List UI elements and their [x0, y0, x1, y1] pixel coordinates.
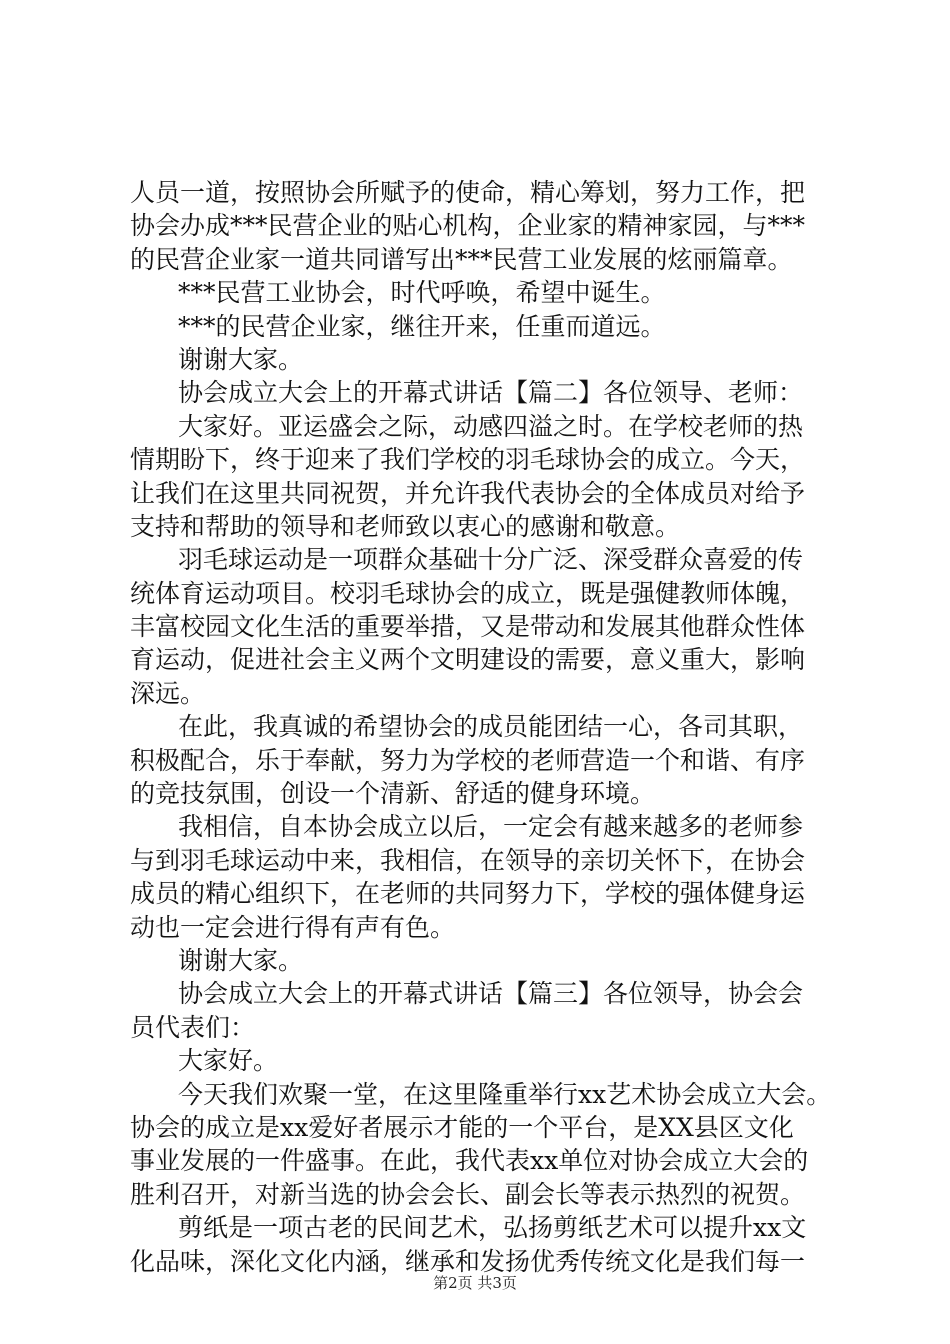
- text-line: 协会成立大会上的开幕式讲话【篇二】各位领导、老师：: [178, 378, 804, 408]
- text-line: 统体育运动项目。校羽毛球协会的成立，既是强健教师体魄，: [130, 578, 806, 608]
- text-line: 支持和帮助的领导和老师致以衷心的感谢和敬意。: [130, 511, 681, 541]
- text-line: 深远。: [130, 678, 206, 708]
- text-line: 大家好。: [178, 1046, 279, 1076]
- text-line: 人员一道，按照协会所赋予的使命，精心筹划，努力工作，把: [130, 178, 806, 207]
- text-line: 胜利召开，对新当选的协会会长、副会长等表示热烈的祝贺。: [130, 1179, 806, 1209]
- text-line: 化品味，深化文化内涵，继承和发扬优秀传统文化是我们每一: [130, 1246, 806, 1276]
- document-body: [130, 176, 832, 1278]
- page-footer: 第2页 共3页: [433, 1274, 517, 1292]
- text-line: 协会成立大会上的开幕式讲话【篇三】各位领导，协会会: [178, 979, 804, 1009]
- text-line: 协会办成***民营企业的贴心机构，企业家的精神家园，与***: [130, 211, 806, 241]
- text-line: 今天我们欢聚一堂，在这里隆重举行xx艺术协会成立大会。: [178, 1079, 832, 1109]
- text-line: ***民营工业协会，时代呼唤，希望中诞生。: [178, 278, 666, 308]
- text-line: 我相信，自本协会成立以后，一定会有越来越多的老师参: [178, 812, 804, 842]
- text-line: ***的民营企业家，继往开来，任重而道远。: [178, 311, 666, 341]
- text-line: 谢谢大家。: [178, 344, 304, 374]
- text-line: 谢谢大家。: [178, 945, 304, 975]
- text-line: 剪纸是一项古老的民间艺术，弘扬剪纸艺术可以提升xx文: [178, 1213, 807, 1243]
- text-line: 员代表们：: [130, 1012, 256, 1042]
- text-line: 的竞技氛围，创设一个清新、舒适的健身环境。: [130, 779, 656, 809]
- text-line: 成员的精心组织下，在老师的共同努力下，学校的强体健身运: [130, 879, 806, 909]
- text-line: 育运动，促进社会主义两个文明建设的需要，意义重大，影响: [130, 645, 806, 675]
- text-line: 在此，我真诚的希望协会的成员能团结一心，各司其职，: [178, 712, 804, 742]
- text-line: 丰富校园文化生活的重要举措，又是带动和发展其他群众性体: [130, 612, 806, 642]
- text-line: 动也一定会进行得有声有色。: [130, 912, 456, 942]
- text-line: 大家好。亚运盛会之际，动感四溢之时。在学校老师的热: [178, 411, 804, 441]
- text-line: 协会的成立是xx爱好者展示才能的一个平台，是XX县区文化: [130, 1112, 794, 1142]
- text-line: 情期盼下，终于迎来了我们学校的羽毛球协会的成立。今天，: [130, 445, 806, 475]
- text-line: 与到羽毛球运动中来，我相信，在领导的亲切关怀下，在协会: [130, 845, 806, 875]
- text-line: 的民营企业家一道共同谱写出***民营工业发展的炫丽篇章。: [130, 244, 793, 274]
- text-line: 让我们在这里共同祝贺，并允许我代表协会的全体成员对给予: [130, 478, 806, 508]
- text-line: 事业发展的一件盛事。在此，我代表xx单位对协会成立大会的: [130, 1146, 809, 1176]
- text-line: 羽毛球运动是一项群众基础十分广泛、深受群众喜爱的传: [178, 545, 804, 575]
- text-line: 积极配合，乐于奉献，努力为学校的老师营造一个和谐、有序: [130, 745, 806, 775]
